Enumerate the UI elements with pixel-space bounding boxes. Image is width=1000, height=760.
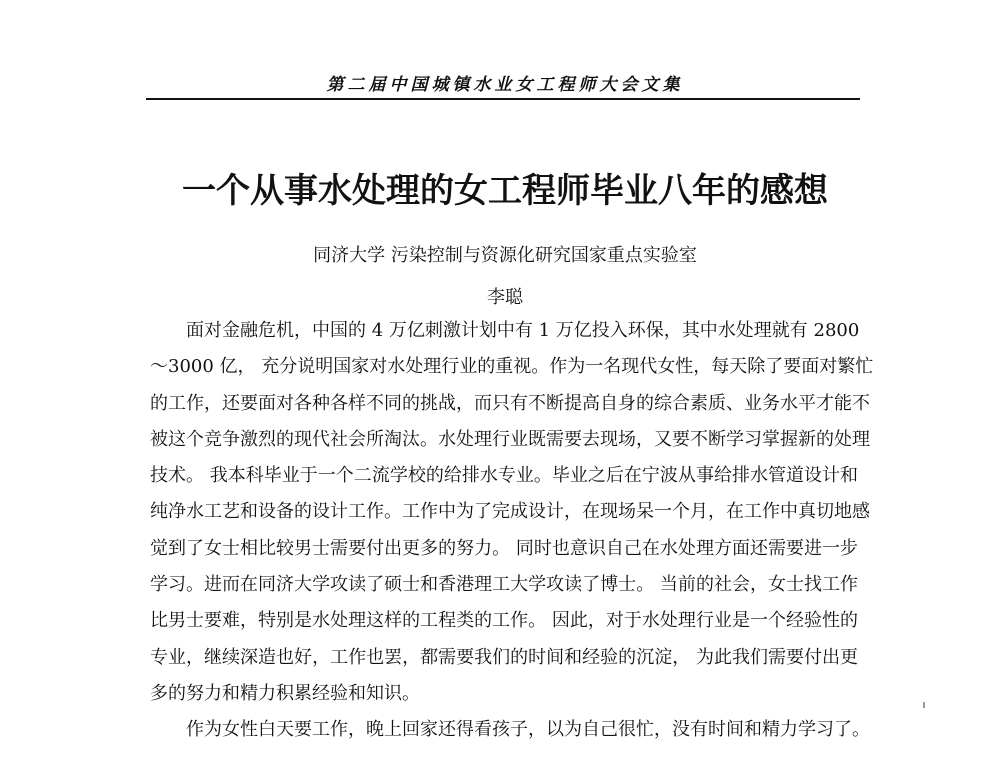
text-line: 面对金融危机，中国的 4 万亿刺激计划中有 1 万亿投入环保，其中水处理就有 2800	[186, 320, 860, 341]
text-line: 被这个竞争激烈的现代社会所淘汰。水处理行业既需要去现场，又要不断学习掌握新的处理	[150, 428, 870, 450]
paragraph	[150, 719, 870, 755]
header-rule	[146, 98, 860, 100]
text-line: 作为女性白天要工作，晚上回家还得看孩子，以为自己很忙，没有时间和精力学习了。	[186, 719, 870, 741]
text-line: ～3000 亿， 充分说明国家对水处理行业的重视。作为一名现代女性，每天除了要面对繁忙	[150, 356, 874, 378]
scan-speck	[923, 702, 925, 708]
text-line: 学习。进而在同济大学攻读了硕士和香港理工大学攻读了博士。 当前的社会，女士找工作	[150, 574, 858, 596]
author-affiliation: 同济大学 污染控制与资源化研究国家重点实验室	[313, 245, 697, 266]
article-title: 一个从事水处理的女工程师毕业八年的感想	[182, 171, 828, 211]
text-line: 觉到了女士相比较男士需要付出更多的努力。 同时也意识自己在水处理方面还需要进一步	[150, 537, 858, 559]
author-name: 李聪	[487, 287, 523, 308]
text-line: 的工作，还要面对各种各样不同的挑战，而只有不断提高自身的综合素质、业务水平才能不	[150, 392, 870, 414]
text-line: 比男士要难，特别是水处理这样的工程类的工作。 因此，对于水处理行业是一个经验性的	[150, 610, 858, 632]
text-line: 技术。 我本科毕业于一个二流学校的给排水专业。毕业之后在宁波从事给排水管道设计和	[150, 465, 858, 487]
text-line: 纯净水工艺和设备的设计工作。工作中为了完成设计，在现场呆一个月，在工作中真切地感	[150, 501, 870, 523]
paragraph	[150, 320, 874, 719]
article-body	[150, 320, 874, 756]
running-header: 第二届中国城镇水业女工程师大会文集	[326, 75, 684, 95]
text-line: 专业，继续深造也好，工作也罢，都需要我们的时间和经验的沉淀， 为此我们需要付出更	[150, 646, 858, 668]
text-line: 多的努力和精力积累经验和知识。	[150, 682, 420, 704]
